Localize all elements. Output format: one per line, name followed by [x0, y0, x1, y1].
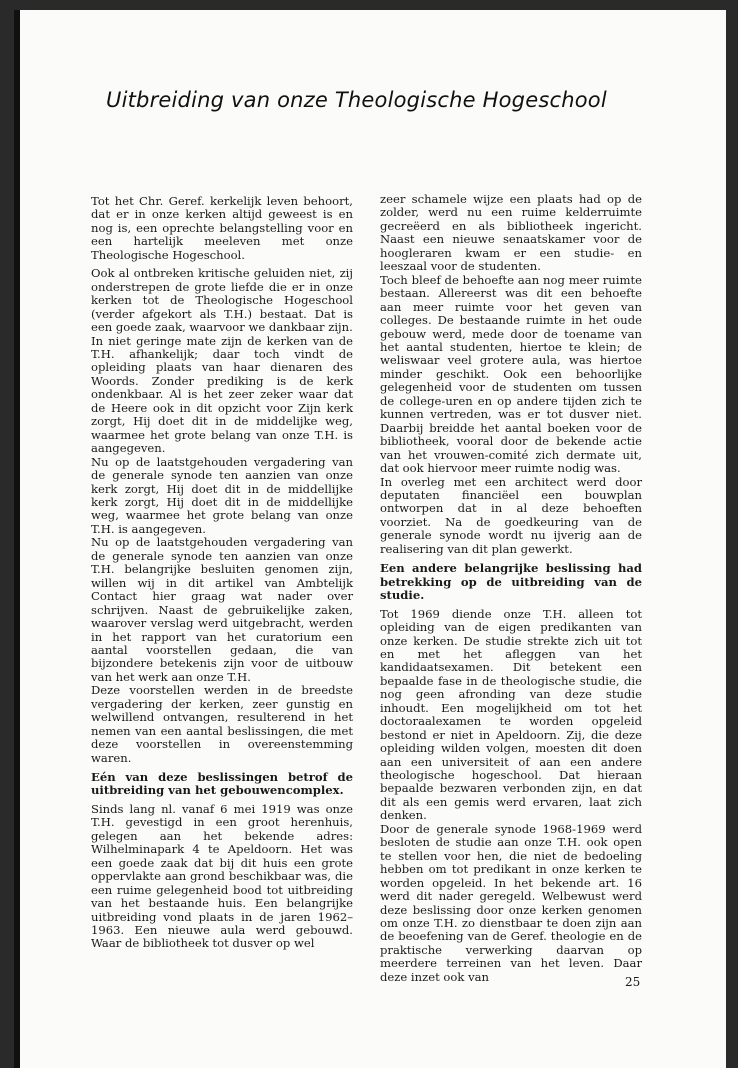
article-title: Uitbreiding van onze Theologische Hogeschool: [106, 88, 607, 112]
paragraph: Tot het Chr. Geref. kerkelijk leven behoort, dat er in onze kerken altijd geweest is en nog is, een oprechte belangstelling voor en een hartelijk meeleven met onze Theologische Hogeschool.: [91, 194, 353, 262]
paragraph: Deze voorstellen werden in de breedste vergadering der kerken, zeer gunstig en welwillend ontvangen, resulterend in het nemen van een aantal beslissingen, die met deze voorstellen in overeenstemming waren.: [91, 683, 353, 765]
paragraph: Ook al ontbreken kritische geluiden niet, zij onderstrepen de grote liefde die er in onze kerken tot de Theologische Hogeschool (verder afgekort als T.H.) bestaat. Dat is een goede zaak, waarvoor we dankbaar zijn.: [91, 266, 353, 335]
paragraph: zeer schamele wijze een plaats had op de zolder, werd nu een ruime kelderruimte gecreëerd en als bibliotheek ingericht. Naast een nieuwe senaatskamer voor de hoogleraren kwam er een studie- en leeszaal voor de studenten.: [380, 192, 642, 274]
paragraph: Toch bleef de behoefte aan nog meer ruimte bestaan. Allereerst was dit een behoefte aan meer ruimte voor het geven van colleges. De bestaande ruimte in het oude gebouw werd, mede door de toename van het aantal studenten, hiertoe te klein; de weliswaar veel grotere aula, was hiertoe minder geschikt. Ook een behoorlijke gelegenheid voor de studenten om tussen de college-uren en op andere tijden zich te kunnen vertreden, was er tot dusver niet. Daarbij breidde het aantal boeken voor de bibliotheek, vooral door de bekende actie van het vrouwen-comité zich dermate uit, dat ook hiervoor meer ruimte nodig was.: [380, 272, 642, 476]
section-heading: Een andere belangrijke beslissing had betrekking op de uitbreiding van de studie.: [380, 561, 642, 603]
paragraph: Nu op de laatstgehouden vergadering van de generale synode ten aanzien van onze T.H. belangrijke besluiten genomen zijn, willen wij in dit artikel van Ambtelijk Contact hier graag wat nader over schrijven. Naast de gebruikelijke zaken, waarover verslag werd uitgebracht, werden in het rapport van het curatorium een aantal voorstellen gedaan, die van bijzondere betekenis zijn voor de uitbouw van het werk aan onze T.H.: [91, 535, 353, 684]
page-number: 25: [625, 975, 641, 989]
document-page: [14, 10, 726, 1068]
paragraph: In niet geringe mate zijn de kerken van de T.H. afhankelijk; daar toch vindt de opleiding plaats van haar dienaren des Woords. Zonder prediking is de kerk ondenkbaar. Al is het zeer zeker waar dat de Heere ook in dit opzicht voor Zijn kerk zorgt, Hij doet dit in de middelijke weg, waarmee het grote belang van onze T.H. is aangegeven.: [91, 333, 353, 456]
paragraph: Nu op de laatstgehouden vergadering van de generale synode ten aanzien van onze kerk zorgt, Hij doet dit in de middellijke kerk zorgt, Hij doet dit in de middellijke weg, waarmee het grote belang van onze T.H. is aangegeven.: [91, 454, 353, 536]
left-column: [91, 195, 353, 951]
right-column: [380, 193, 642, 984]
section-heading: Eén van deze beslissingen betrof de uitbreiding van het gebouwencomplex.: [91, 770, 353, 798]
paragraph: In overleg met een architect werd door deputaten financiëel een bouwplan ontworpen dat in al deze behoeften voorziet. Na de goedkeuring van de generale synode wordt nu ijverig aan de realisering van dit plan gewerkt.: [380, 474, 642, 556]
paragraph: Sinds lang nl. vanaf 6 mei 1919 was onze T.H. gevestigd in een groot herenhuis, gelegen aan het bekende adres: Wilhelminapark 4 te Apeldoorn. Het was een goede zaak dat bij dit huis een grote oppervlakte aan grond beschikbaar was, die een ruime gelegenheid bood tot uitbreiding van het bestaande huis. Een belangrijke uitbreiding vond plaats in de jaren 1962–1963. Een nieuwe aula werd gebouwd. Waar de bibliotheek tot dusver op wel: [91, 801, 353, 951]
paragraph: Tot 1969 diende onze T.H. alleen tot opleiding van de eigen predikanten van onze kerken. De studie strekte zich uit tot en met het afleggen van het kandidaatsexamen. Dit betekent een bepaalde fase in de theologische studie, die nog geen afronding van deze studie inhoudt. Een mogelijkheid om tot het doctoraalexamen te worden opgeleid bestond er niet in Apeldoorn. Zij, die deze opleiding wilden volgen, moesten dit doen aan een universiteit of aan een andere theologische hogeschool. Dat hieraan bepaalde bezwaren verbonden zijn, en dat dit als een gemis werd ervaren, laat zich denken.: [380, 606, 642, 823]
paragraph: Door de generale synode 1968-1969 werd besloten de studie aan onze T.H. ook open te stellen voor hen, die niet de bedoeling hebben om tot predikant in onze kerken te worden opgeleid. In het bekende art. 16 werd dit nader geregeld. Welbewust werd deze beslissing door onze kerken genomen om onze T.H. zo dienstbaar te doen zijn aan de beoefening van de Geref. theologie en de praktische verwerking daarvan op meerdere terreinen van het leven. Daar deze inzet ook van: [380, 821, 642, 984]
